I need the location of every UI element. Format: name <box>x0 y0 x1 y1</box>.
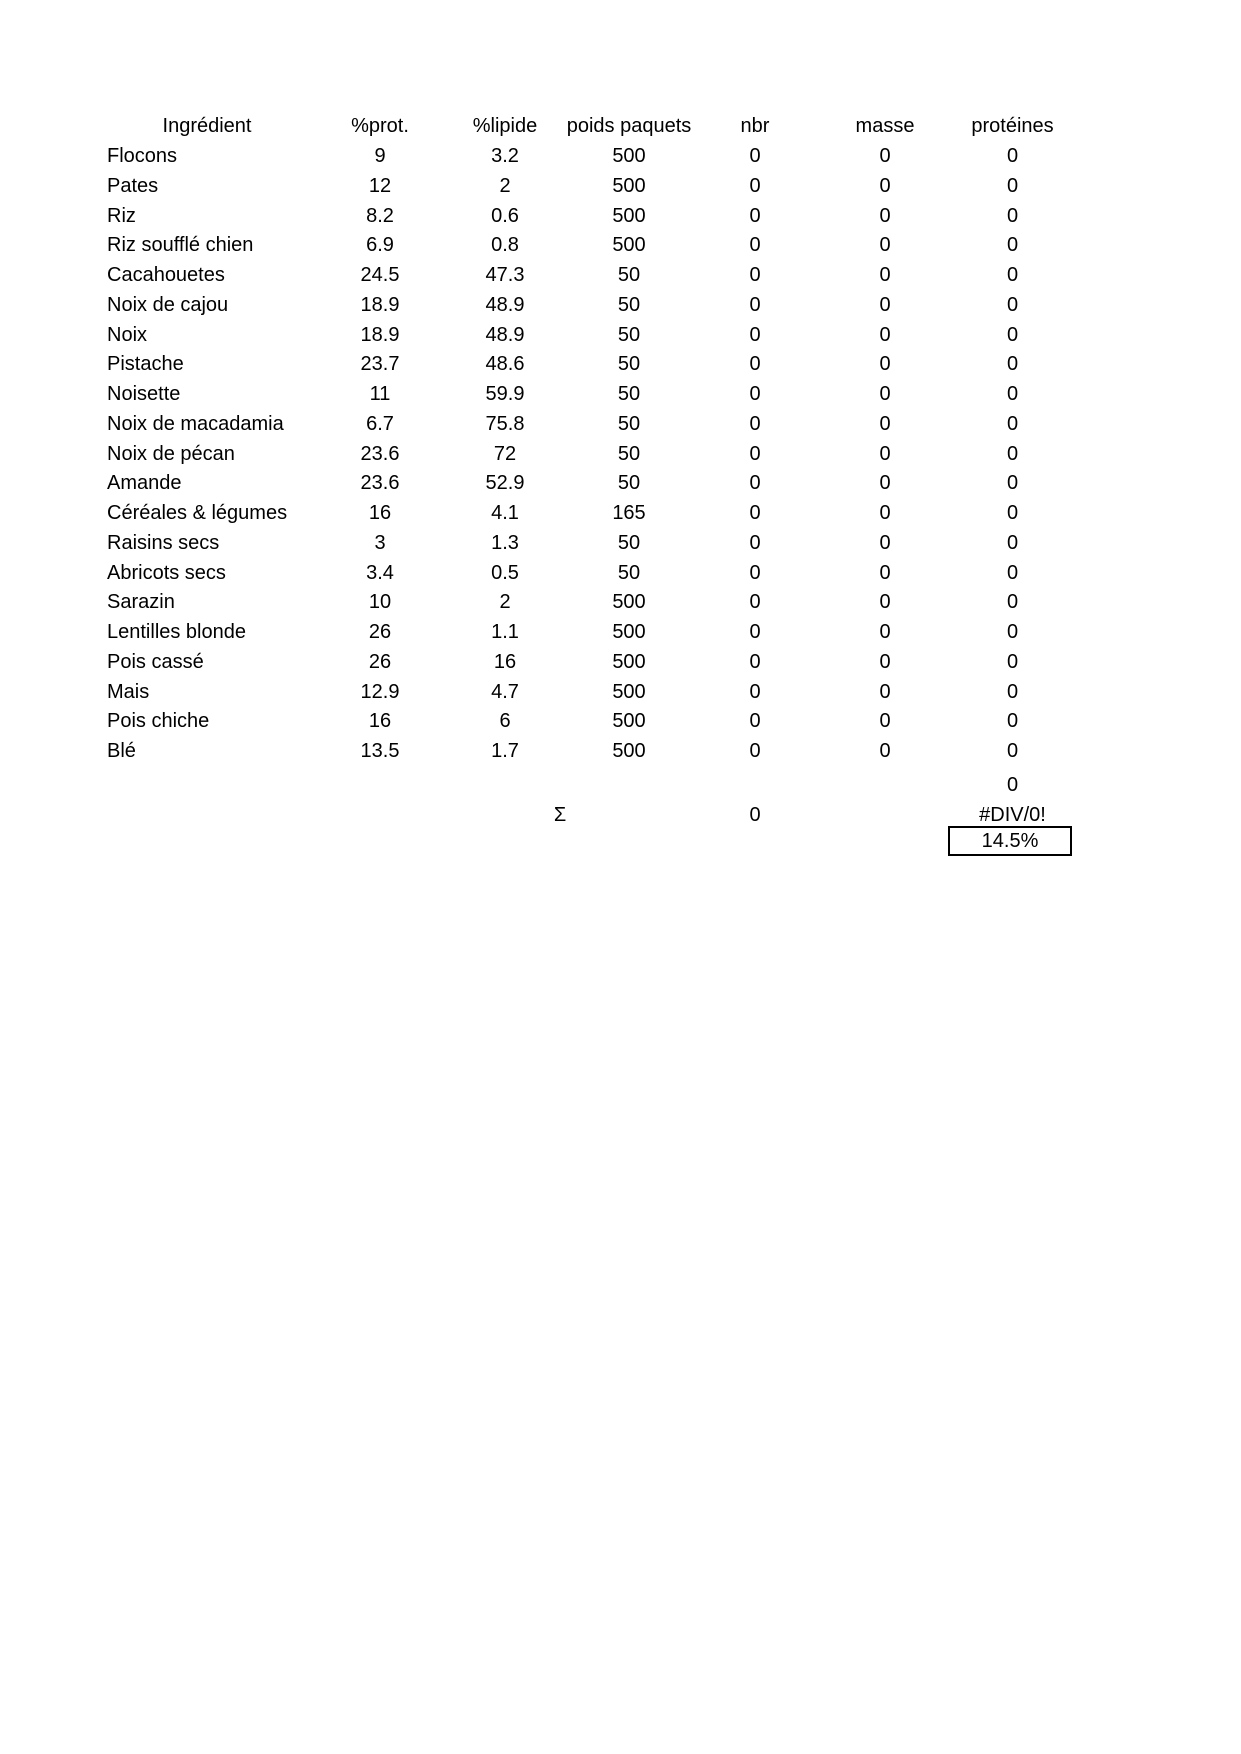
prot-value[interactable]: 9 <box>374 145 386 167</box>
lipide-value[interactable]: 4.7 <box>491 680 519 703</box>
lipide-value[interactable]: 72 <box>493 442 517 465</box>
masse-value[interactable]: 0 <box>879 353 891 376</box>
ingredient-name[interactable]: Lentilles blonde <box>107 621 246 643</box>
table-row <box>0 349 1241 379</box>
ingredient-name[interactable]: Blé <box>107 740 136 762</box>
header-masse: masse <box>855 115 915 137</box>
proteines-value[interactable]: 0 <box>1006 293 1019 316</box>
ingredient-name[interactable]: Riz soufflé chien <box>107 234 254 257</box>
lipide-value[interactable]: 0.6 <box>491 204 519 227</box>
poids-value[interactable]: 500 <box>612 204 646 227</box>
table-row <box>0 141 1241 171</box>
masse-value[interactable]: 0 <box>879 591 891 614</box>
poids-value[interactable]: 500 <box>612 145 646 167</box>
table-row <box>0 528 1241 558</box>
proteines-value[interactable]: 0 <box>1006 145 1019 167</box>
nbr-value[interactable]: 0 <box>749 680 761 703</box>
masse-value[interactable]: 0 <box>879 234 891 257</box>
lipide-value[interactable]: 1.7 <box>491 740 519 762</box>
masse-value[interactable]: 0 <box>879 621 891 643</box>
table-row <box>0 260 1241 290</box>
ingredient-name[interactable]: Pistache <box>107 353 184 376</box>
poids-value[interactable]: 500 <box>612 174 646 197</box>
table-row <box>0 379 1241 409</box>
prot-value[interactable]: 8.2 <box>366 204 394 227</box>
ingredient-name[interactable]: Noix de cajou <box>107 293 229 316</box>
masse-value[interactable]: 0 <box>879 293 891 316</box>
proteines-value[interactable]: 0 <box>1006 323 1019 346</box>
table-row <box>0 320 1241 350</box>
nbr-value[interactable]: 0 <box>749 234 761 257</box>
prot-value[interactable]: 18.9 <box>360 323 400 346</box>
ingredient-name[interactable]: Cacahouetes <box>107 264 225 286</box>
prot-value[interactable]: 12 <box>368 174 392 197</box>
table-row <box>0 498 1241 528</box>
header-proteines: protéines <box>971 115 1054 137</box>
masse-value[interactable]: 0 <box>879 740 891 762</box>
poids-value[interactable]: 50 <box>617 531 641 554</box>
header-lipide: %lipide <box>472 115 538 137</box>
nbr-value[interactable]: 0 <box>749 383 761 405</box>
lipide-value[interactable]: 1.1 <box>491 621 519 643</box>
ingredient-name[interactable]: Noisette <box>107 383 181 405</box>
nbr-sum: 0 <box>749 804 761 826</box>
table-row <box>0 230 1241 260</box>
nbr-value[interactable]: 0 <box>749 531 761 554</box>
prot-value[interactable]: 6.9 <box>366 234 394 257</box>
proteines-value[interactable]: 0 <box>1006 353 1019 376</box>
masse-value[interactable]: 0 <box>879 502 891 524</box>
table-row <box>0 647 1241 677</box>
poids-value[interactable]: 50 <box>617 293 641 316</box>
lipide-value[interactable]: 48.9 <box>485 323 525 346</box>
poids-value[interactable]: 500 <box>612 740 646 762</box>
nbr-value[interactable]: 0 <box>749 561 761 584</box>
table-row <box>0 290 1241 320</box>
masse-value[interactable]: 0 <box>879 383 891 405</box>
proteines-value[interactable]: 0 <box>1006 531 1019 554</box>
prot-value[interactable]: 10 <box>368 591 392 614</box>
table-row <box>0 439 1241 469</box>
masse-value[interactable]: 0 <box>879 710 891 733</box>
ingredient-name[interactable]: Pates <box>107 174 159 197</box>
target-percentage-cell[interactable]: 14.5% <box>948 826 1072 856</box>
header-row <box>0 111 1241 141</box>
poids-value[interactable]: 500 <box>612 680 646 703</box>
proteines-value[interactable]: 0 <box>1006 502 1019 524</box>
nbr-value[interactable]: 0 <box>749 204 761 227</box>
protein-total-row <box>0 770 1241 800</box>
poids-value[interactable]: 500 <box>612 591 646 614</box>
ingredient-name[interactable]: Amande <box>107 472 182 495</box>
lipide-value[interactable]: 48.9 <box>485 293 525 316</box>
nbr-value[interactable]: 0 <box>749 293 761 316</box>
lipide-value[interactable]: 4.1 <box>491 502 519 524</box>
nbr-value[interactable]: 0 <box>749 621 761 643</box>
ingredient-name[interactable]: Noix de macadamia <box>107 412 284 435</box>
proteines-value[interactable]: 0 <box>1006 650 1019 673</box>
table-row <box>0 706 1241 736</box>
lipide-value[interactable]: 47.3 <box>485 264 525 286</box>
lipide-value[interactable]: 2 <box>499 591 511 614</box>
table-row <box>0 468 1241 498</box>
proteines-value[interactable]: 0 <box>1006 621 1019 643</box>
masse-value[interactable]: 0 <box>879 531 891 554</box>
table-row <box>0 617 1241 647</box>
nbr-value[interactable]: 0 <box>749 174 761 197</box>
prot-value[interactable]: 11 <box>369 383 391 405</box>
masse-value[interactable]: 0 <box>879 472 891 495</box>
nbr-value[interactable]: 0 <box>749 145 761 167</box>
poids-value[interactable]: 50 <box>617 442 641 465</box>
proteines-value[interactable]: 0 <box>1006 710 1019 733</box>
nbr-value[interactable]: 0 <box>749 650 761 673</box>
ingredient-name[interactable]: Pois chiche <box>107 710 210 733</box>
proteines-value[interactable]: 0 <box>1006 442 1019 465</box>
lipide-value[interactable]: 2 <box>499 174 511 197</box>
prot-value[interactable]: 13.5 <box>360 740 400 762</box>
prot-value[interactable]: 12.9 <box>360 680 400 703</box>
proteines-value[interactable]: 0 <box>1006 174 1019 197</box>
masse-value[interactable]: 0 <box>879 323 891 346</box>
nbr-value[interactable]: 0 <box>749 412 761 435</box>
poids-value[interactable]: 50 <box>617 264 641 286</box>
ingredient-name[interactable]: Flocons <box>107 145 178 167</box>
proteines-value[interactable]: 0 <box>1006 591 1019 614</box>
table-row <box>0 201 1241 231</box>
ingredient-name[interactable]: Sarazin <box>107 591 175 614</box>
header-prot: %prot. <box>351 115 409 137</box>
proteines-value[interactable]: 0 <box>1006 680 1019 703</box>
poids-value[interactable]: 50 <box>617 412 641 435</box>
proteines-value[interactable]: 0 <box>1006 383 1019 405</box>
lipide-value[interactable]: 6 <box>499 710 511 733</box>
lipide-value[interactable]: 59.9 <box>485 383 525 405</box>
nbr-value[interactable]: 0 <box>749 442 761 465</box>
nbr-value[interactable]: 0 <box>749 323 761 346</box>
masse-value[interactable]: 0 <box>879 145 891 167</box>
nbr-value[interactable]: 0 <box>749 353 761 376</box>
nbr-value[interactable]: 0 <box>749 591 761 614</box>
ingredient-name[interactable]: Raisins secs <box>107 531 220 554</box>
ratio-value: #DIV/0! <box>979 804 1046 826</box>
header-nbr: nbr <box>740 115 770 137</box>
poids-value[interactable]: 500 <box>612 234 646 257</box>
ingredient-name[interactable]: Noix <box>107 323 148 346</box>
masse-value[interactable]: 0 <box>879 680 891 703</box>
prot-value[interactable]: 3.4 <box>366 561 394 584</box>
nbr-value[interactable]: 0 <box>749 502 761 524</box>
prot-value[interactable]: 16 <box>368 502 392 524</box>
table-row <box>0 677 1241 707</box>
masse-value[interactable]: 0 <box>879 650 891 673</box>
masse-value[interactable]: 0 <box>879 561 891 584</box>
poids-value[interactable]: 50 <box>617 353 641 376</box>
prot-value[interactable]: 23.7 <box>360 353 400 376</box>
proteines-value[interactable]: 0 <box>1006 472 1019 495</box>
table-row <box>0 736 1241 766</box>
lipide-value[interactable]: 48.6 <box>485 353 525 376</box>
nbr-value[interactable]: 0 <box>749 740 761 762</box>
poids-value[interactable]: 500 <box>612 650 646 673</box>
lipide-value[interactable]: 75.8 <box>485 412 525 435</box>
prot-value[interactable]: 16 <box>368 710 392 733</box>
ingredient-name[interactable]: Riz <box>107 204 136 227</box>
table-row <box>0 171 1241 201</box>
poids-value[interactable]: 165 <box>612 502 646 524</box>
prot-value[interactable]: 26 <box>368 621 392 643</box>
lipide-value[interactable]: 1.3 <box>491 531 519 554</box>
poids-value[interactable]: 500 <box>612 621 646 643</box>
prot-value[interactable]: 18.9 <box>360 293 400 316</box>
lipide-value[interactable]: 0.8 <box>491 234 519 257</box>
nbr-value[interactable]: 0 <box>749 264 761 286</box>
poids-value[interactable]: 500 <box>612 710 646 733</box>
proteines-value[interactable]: 0 <box>1006 264 1019 286</box>
masse-value[interactable]: 0 <box>879 442 891 465</box>
proteines-value[interactable]: 0 <box>1006 561 1019 584</box>
ingredient-name[interactable]: Noix de pécan <box>107 442 235 465</box>
prot-value[interactable]: 23.6 <box>360 442 400 465</box>
sigma-label: Σ <box>553 804 567 826</box>
prot-value[interactable]: 26 <box>368 650 392 673</box>
poids-value[interactable]: 50 <box>617 561 641 584</box>
masse-value[interactable]: 0 <box>879 204 891 227</box>
nbr-value[interactable]: 0 <box>749 472 761 495</box>
prot-value[interactable]: 3 <box>374 531 386 554</box>
table-row <box>0 558 1241 588</box>
masse-value[interactable]: 0 <box>879 412 891 435</box>
poids-value[interactable]: 50 <box>617 383 641 405</box>
poids-value[interactable]: 50 <box>617 472 641 495</box>
table-row <box>0 587 1241 617</box>
poids-value[interactable]: 50 <box>617 323 641 346</box>
proteines-value[interactable]: 0 <box>1006 740 1019 762</box>
masse-value[interactable]: 0 <box>879 264 891 286</box>
prot-value[interactable]: 23.6 <box>360 472 400 495</box>
ingredient-name[interactable]: Abricots secs <box>107 561 226 584</box>
lipide-value[interactable]: 52.9 <box>485 472 525 495</box>
proteines-value[interactable]: 0 <box>1006 234 1019 257</box>
header-poids: poids paquets <box>566 115 692 137</box>
ingredient-name[interactable]: Mais <box>107 680 150 703</box>
prot-value[interactable]: 6.7 <box>366 412 394 435</box>
ingredient-name[interactable]: Pois cassé <box>107 650 204 673</box>
proteines-value[interactable]: 0 <box>1006 204 1019 227</box>
lipide-value[interactable]: 0.5 <box>491 561 519 584</box>
lipide-value[interactable]: 3.2 <box>491 145 519 167</box>
header-ingredient: Ingrédient <box>162 115 252 137</box>
ingredient-name[interactable]: Céréales & légumes <box>107 502 288 524</box>
nbr-value[interactable]: 0 <box>749 710 761 733</box>
masse-value[interactable]: 0 <box>879 174 891 197</box>
lipide-value[interactable]: 16 <box>493 650 517 673</box>
proteines-sum: 0 <box>1006 774 1019 796</box>
prot-value[interactable]: 24.5 <box>360 264 400 286</box>
table-row <box>0 409 1241 439</box>
proteines-value[interactable]: 0 <box>1006 412 1019 435</box>
